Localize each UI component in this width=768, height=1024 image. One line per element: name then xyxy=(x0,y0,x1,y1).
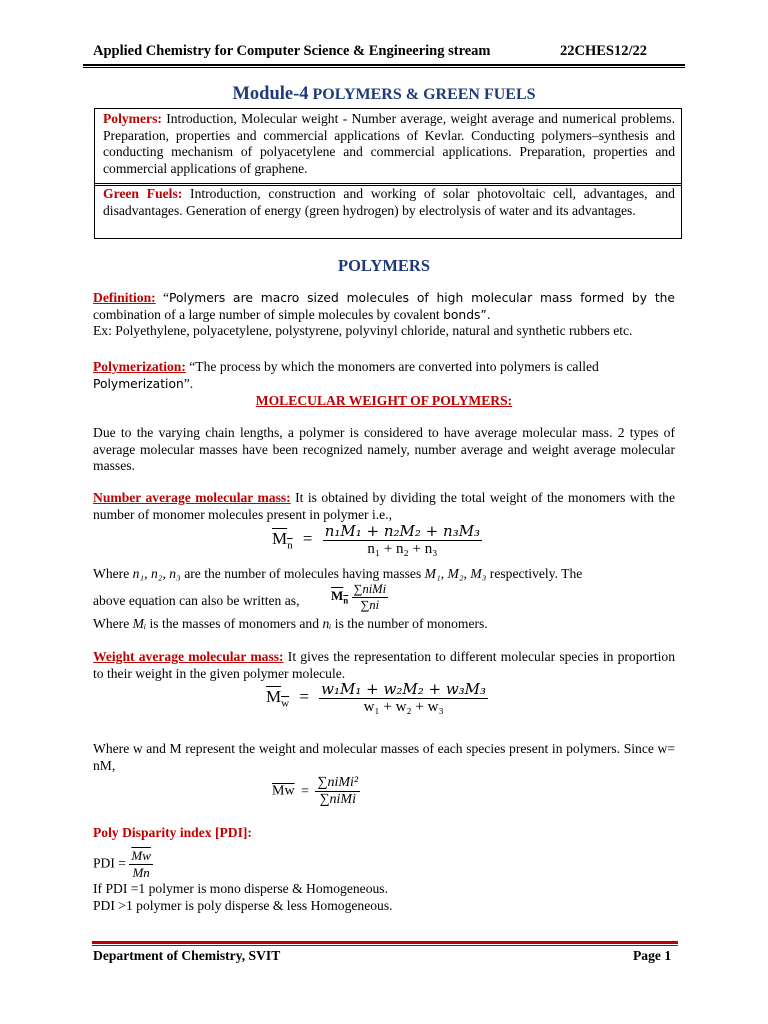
number-average-text: It is obtained by dividing the total weight of the monomers with the number of monomer molecules present in polymer i.e., xyxy=(93,490,675,522)
pdi-formula xyxy=(93,848,153,881)
footer-rule-thin xyxy=(92,945,678,946)
footer-rule xyxy=(92,941,678,944)
alt-eq-lhs: M xyxy=(331,588,344,604)
definition-example: Ex: Polyethylene, polyacetylene, polystyrene, polyvinyl chloride, natural and synthetic rubbers etc. xyxy=(93,323,633,338)
where2-text: Where xyxy=(93,616,133,631)
where-vars-m: M₁, M₂, M₃ xyxy=(424,566,487,581)
polymerization-text: “The process by which the monomers are converted into polymers is called xyxy=(185,359,599,374)
syllabus-polymers-text: Introduction, Molecular weight - Number average, weight average and numerical problems. Preparation, properties and commercial applications of Kevlar. Conducting polymers–synthesis and conducting mechanism of polyacetylene and commercial applications. Preparation, properties and commercial applications of graphene. xyxy=(103,111,675,176)
definition-paragraph xyxy=(93,290,675,340)
where-vars-n: n₁, n₂, n₃ xyxy=(132,566,181,581)
syllabus-green-fuels-box xyxy=(94,183,682,239)
alt-eq-numerator: ∑niMi xyxy=(353,582,387,596)
eq-lhs-sub: n xyxy=(287,539,293,552)
syllabus-polymers-box xyxy=(94,108,682,186)
eq-numerator: n₁M₁ + n₂M₂ + n₃M₃ xyxy=(324,522,481,540)
definition-quote: “ xyxy=(155,290,170,305)
where2-mid: is the masses of monomers and xyxy=(146,616,323,631)
section-title: POLYMERS xyxy=(338,256,430,275)
eq-denominator: n₁ + n₂ + n₃ xyxy=(367,541,438,557)
pdi-line-1: If PDI =1 polymer is mono disperse & Homogeneous. xyxy=(93,881,388,896)
w2-eq-denominator: ∑niMi xyxy=(319,792,356,807)
w2-eq-numerator: ∑niMi² xyxy=(317,775,359,790)
molecular-weight-intro: Due to the varying chain lengths, a polymer is considered to have average molecular mass. 2 types of average molecular masses have been recognized namely, number average and weight average molecular masses. xyxy=(93,425,675,473)
where-text-end: respectively. The xyxy=(486,566,583,581)
molecular-weight-heading: MOLECULAR WEIGHT OF POLYMERS: xyxy=(255,393,513,408)
weight-average-paragraph xyxy=(93,649,675,682)
w-eq-numerator: w₁M₁ + w₂M₂ + w₃M₃ xyxy=(321,680,487,698)
weight-average-text: It gives the representation to different molecular species in proportion to their weight in the given polymer molecule. xyxy=(93,649,675,681)
polymerization-word: Polymerization xyxy=(93,376,184,391)
number-average-paragraph xyxy=(93,490,675,523)
number-average-alt-equation xyxy=(331,582,388,613)
module-topic: POLYMERS & GREEN FUELS xyxy=(312,86,536,103)
module-label: Module-4 xyxy=(232,84,309,104)
definition-text: Polymers are macro sized molecules of high molecular mass formed by the xyxy=(169,291,675,305)
definition-text-cont: combination of a large number of simple molecules by covalent xyxy=(93,306,444,322)
where2-mi: Mᵢ xyxy=(132,616,147,631)
w-eq-lhs: M xyxy=(266,686,282,706)
alt-eq-lhs-sub: n xyxy=(343,596,349,607)
w-eq-denominator: w₁ + w₂ + w₃ xyxy=(363,699,444,715)
syllabus-green-label: Green Fuels: xyxy=(103,186,183,201)
w-eq-lhs-sub: w xyxy=(281,697,290,710)
weight-average-where: Where w and M represent the weight and molecular masses of each species present in polymers. Since w= nM, xyxy=(93,741,675,773)
polymerization-label: Polymerization: xyxy=(93,359,186,374)
where-text-mid: are the number of molecules having masses xyxy=(180,566,425,581)
number-average-label: Number average molecular mass: xyxy=(93,490,291,505)
definition-text-end: bonds”. xyxy=(443,307,491,322)
weight-average-label: Weight average molecular mass: xyxy=(93,649,284,664)
polymerization-paragraph xyxy=(93,359,675,392)
pdi-lhs: PDI = xyxy=(93,855,126,871)
weight-average-equation2: $\overline{Mw}$ = $\frac{\text{∑niMi²}}{\text{∑niMi}}$ xyxy=(272,775,359,807)
footer-department: Department of Chemistry, SVIT xyxy=(93,948,281,963)
header-rule xyxy=(83,64,685,66)
w2-eq-lhs: $\overline{Mw}$ xyxy=(272,783,295,799)
alt-equation-text: above equation can also be written as, xyxy=(93,593,300,608)
header-course-title: Applied Chemistry for Computer Science & Engineering stream xyxy=(93,43,491,59)
where2-end: is the number of monomers. xyxy=(331,616,488,631)
syllabus-polymers-label: Polymers: xyxy=(103,111,162,126)
pdi-denominator: Mn xyxy=(132,865,150,880)
header-rule-thin xyxy=(83,67,685,68)
footer-page-number: Page 1 xyxy=(633,948,672,963)
eq-lhs: M xyxy=(272,528,288,548)
page-title xyxy=(0,84,768,105)
number-average-where xyxy=(93,566,675,583)
where-text: Where xyxy=(93,566,133,581)
pdi-heading: Poly Disparity index [PDI]: xyxy=(93,825,252,840)
alt-eq-denominator: ∑ni xyxy=(360,598,380,612)
header-course-code: 22CHES12/22 xyxy=(560,43,648,59)
where2-ni: nᵢ xyxy=(322,616,332,631)
polymerization-end: ”. xyxy=(183,375,194,391)
number-average-where2 xyxy=(93,616,675,633)
weight-average-equation: $M_w$ = $\frac{\text{w₁M₁ + w₂M₂ + w₃M₃}}{\text{w₁ + w₂ + w₃}}$ xyxy=(266,680,487,715)
syllabus-green-text: Introduction, construction and working of solar photovoltaic cell, advantages, and disadvantages. Generation of energy (green hydrogen) by electrolysis of water and its advantages. xyxy=(103,186,675,218)
pdi-numerator: $\overline{Mw}$ xyxy=(131,848,151,863)
pdi-line-2: PDI >1 polymer is poly disperse & less Homogeneous. xyxy=(93,898,393,913)
number-average-equation: $M_n$ = $\frac{\text{n₁M₁ + n₂M₂ + n₃M₃}}{\text{n₁ + n₂ + n₃}}$ xyxy=(272,522,481,557)
definition-label: Definition: xyxy=(93,290,156,305)
